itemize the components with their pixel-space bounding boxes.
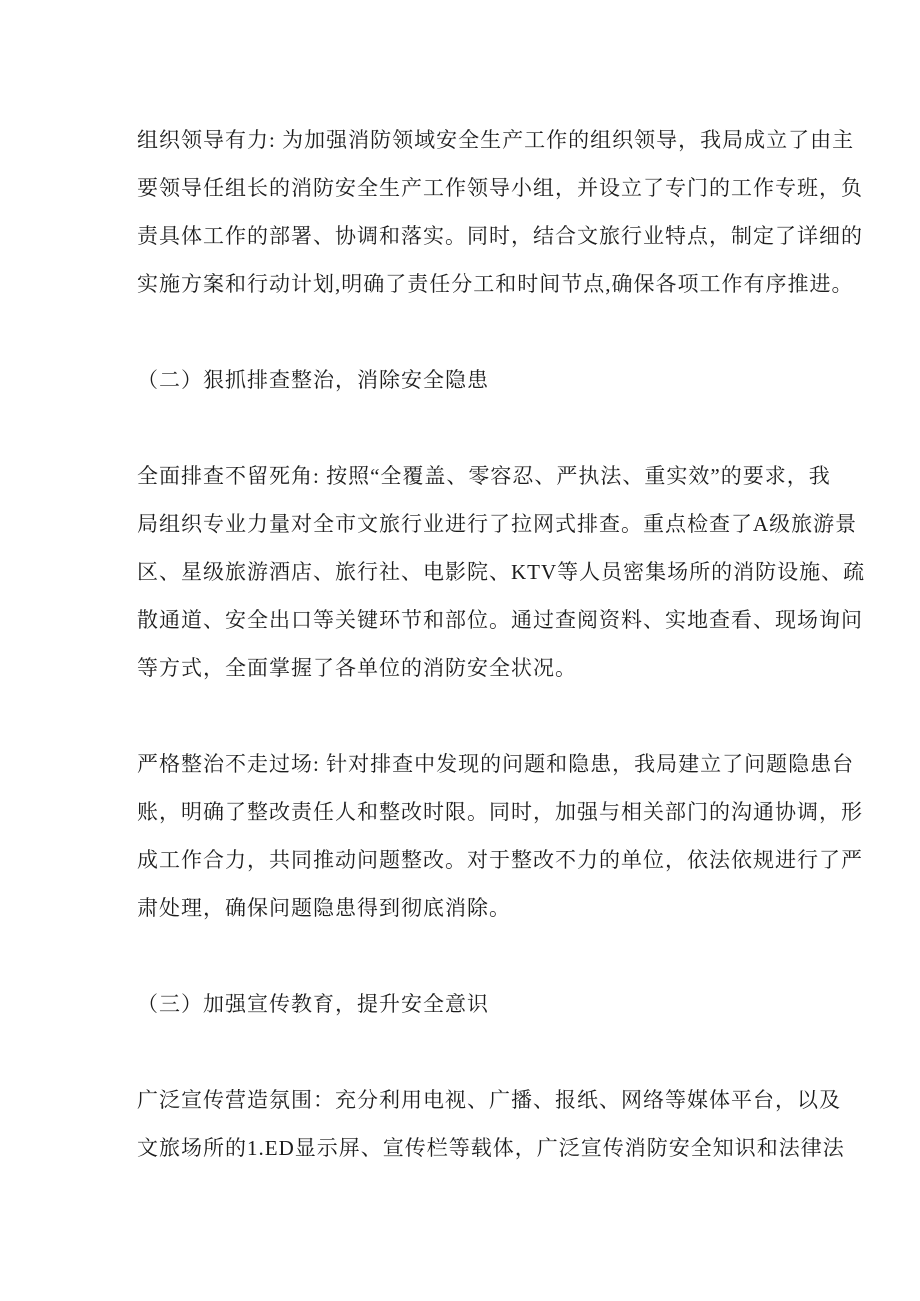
section-heading-3	[137, 980, 793, 1028]
text-line: 等方式，全面掌握了各单位的消防安全状况。	[137, 656, 577, 680]
text-line: 全面排查不留死角: 按照“全覆盖、零容忍、严执法、重实效”的要求，我	[137, 464, 831, 488]
text-line: 成工作合力，共同推动问题整改。对于整改不力的单位，依法依规进行了严	[137, 848, 863, 872]
paragraph-strict-rectification	[137, 740, 863, 932]
text-line: 严格整治不走过场: 针对排查中发现的问题和隐患，我局建立了问题隐患台	[137, 752, 855, 776]
text-line: 广泛宣传营造氛围：充分利用电视、广播、报纸、网络等媒体平台，以及	[137, 1088, 841, 1112]
paragraph-comprehensive-inspection	[137, 452, 866, 692]
text-line: 区、星级旅游酒店、旅行社、电影院、KTV等人员密集场所的消防设施、疏	[137, 560, 866, 584]
document-body	[137, 116, 866, 1172]
text-line: 实施方案和行动计划,明确了责任分工和时间节点,确保各项工作有序推进。	[137, 272, 854, 296]
text-line: 局组织专业力量对全市文旅行业进行了拉网式排查。重点检查了A级旅游景	[137, 512, 858, 536]
text-line: 责具体工作的部署、协调和落实。同时，结合文旅行业特点，制定了详细的	[137, 224, 863, 248]
text-line: 组织领导有力: 为加强消防领域安全生产工作的组织领导，我局成立了由主	[137, 128, 855, 152]
text-line: 文旅场所的1.ED显示屏、宣传栏等载体，广泛宣传消防安全知识和法律法	[137, 1136, 845, 1160]
section-heading-2	[137, 356, 793, 404]
section-heading-text: （二）狠抓排查整治，消除安全隐患	[137, 368, 489, 392]
text-line: 散通道、安全出口等关键环节和部位。通过查阅资料、实地查看、现场询问	[137, 608, 863, 632]
paragraph-organizational-leadership	[137, 116, 863, 308]
text-line: 要领导任组长的消防安全生产工作领导小组，并设立了专门的工作专班，负	[137, 176, 863, 200]
paragraph-publicity-education	[137, 1076, 845, 1172]
section-heading-text: （三）加强宣传教育，提升安全意识	[137, 992, 489, 1016]
text-line: 账，明确了整改责任人和整改时限。同时，加强与相关部门的沟通协调，形	[137, 800, 863, 824]
text-line: 肃处理，确保问题隐患得到彻底消除。	[137, 896, 511, 920]
